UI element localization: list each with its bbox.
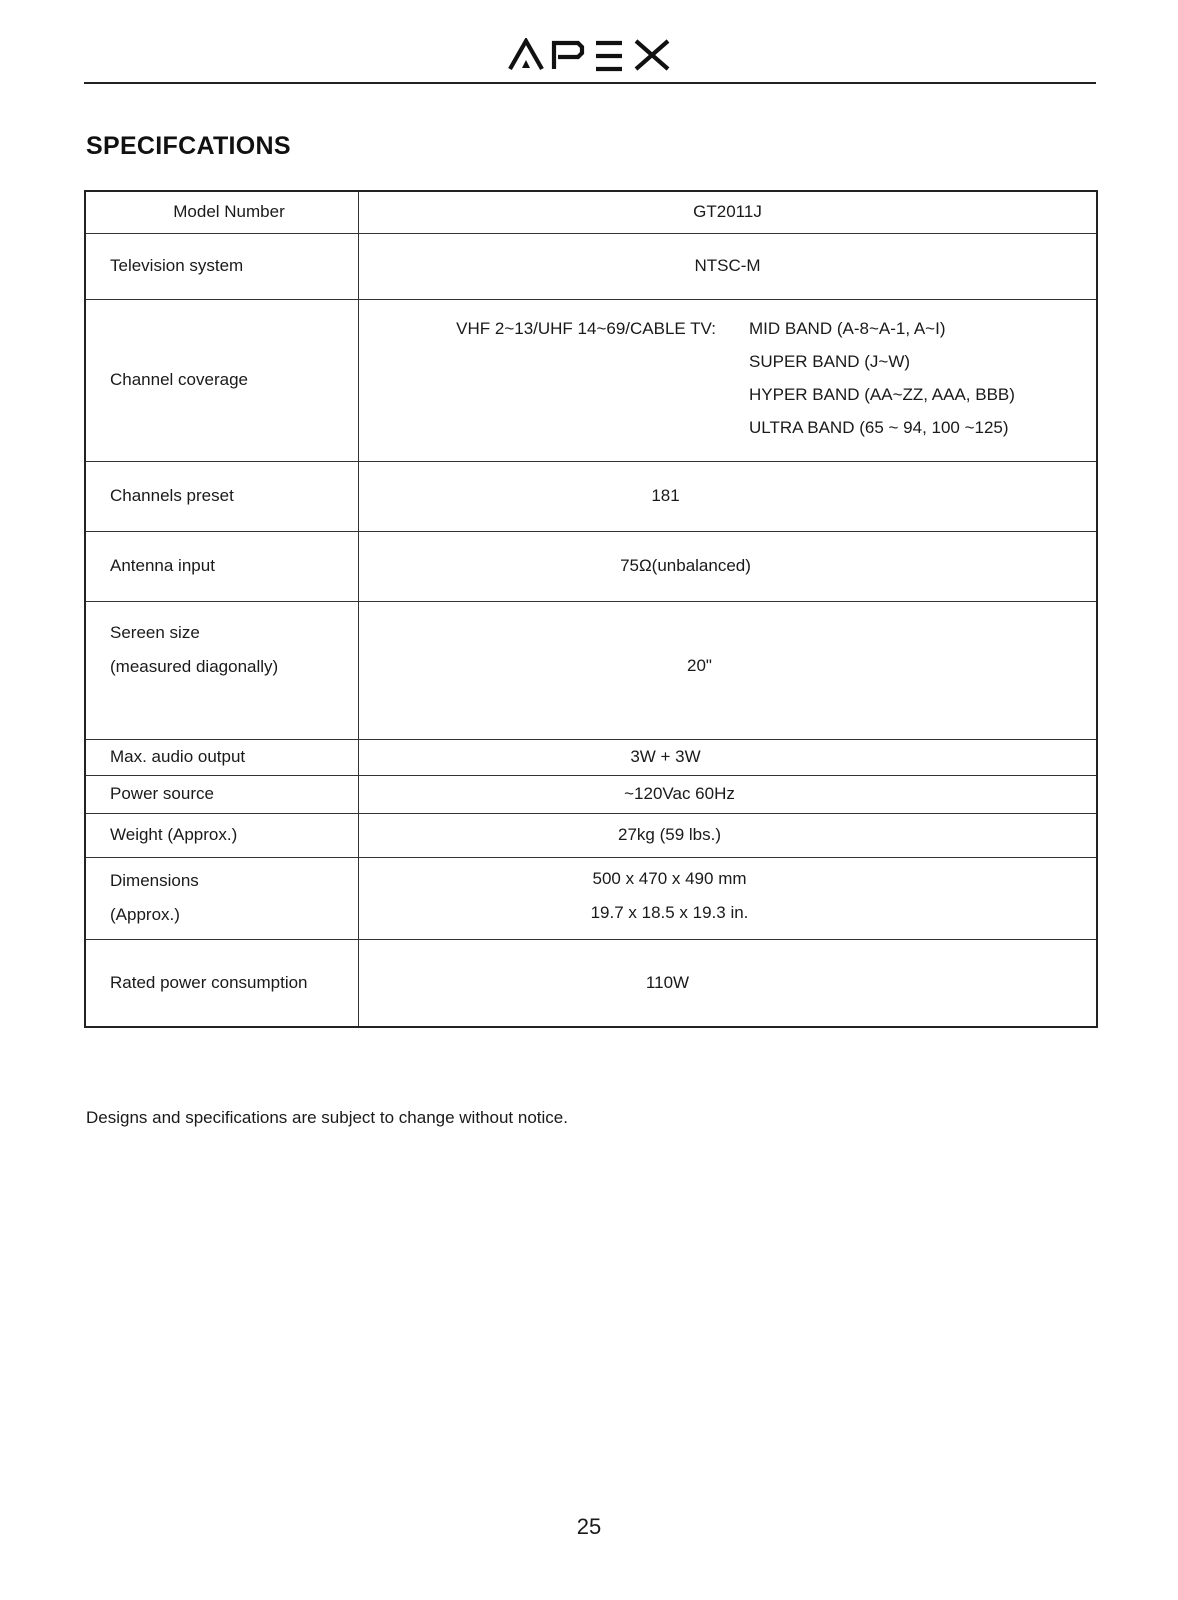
dimensions-metric: 500 x 470 x 490 mm [592, 868, 747, 888]
table-row [85, 299, 1097, 461]
spec-label-channel-coverage: Channel coverage [85, 299, 359, 461]
channel-band-list [749, 312, 1015, 444]
spec-label-television-system: Television system [85, 233, 359, 299]
spec-label-rated-power: Rated power consumption [85, 939, 359, 1027]
band-ultra: ULTRA BAND (65 ~ 94, 100 ~125) [749, 418, 1009, 437]
dimensions-sublabel: (Approx.) [110, 905, 180, 924]
channel-band-block [359, 312, 1096, 448]
spec-label-screen-size [85, 601, 359, 739]
band-hyper: HYPER BAND (AA~ZZ, AAA, BBB) [749, 385, 1015, 404]
dimensions-imperial: 19.7 x 18.5 x 19.3 in. [590, 902, 749, 922]
antenna-input-text: 75Ω(unbalanced) [620, 556, 751, 575]
spec-label-max-audio-output: Max. audio output [85, 739, 359, 775]
power-source-text: ~120Vac 60Hz [624, 784, 735, 803]
screen-size-sublabel: (measured diagonally) [110, 656, 279, 676]
screen-size-label: Sereen size [110, 622, 200, 642]
table-row [85, 739, 1097, 775]
spec-label-power-source: Power source [85, 775, 359, 813]
max-audio-output-text: 3W + 3W [630, 747, 701, 766]
channels-preset-text: 181 [651, 486, 680, 505]
band-mid: MID BAND (A-8~A-1, A~I) [749, 319, 946, 338]
page-header [84, 30, 1096, 84]
spec-value-power-source [359, 775, 1098, 813]
footnote: Designs and specifications are subject to change without notice. [86, 1108, 568, 1127]
table-row [85, 775, 1097, 813]
spec-value-screen-size [359, 601, 1098, 739]
table-row [85, 233, 1097, 299]
band-super: SUPER BAND (J~W) [749, 352, 911, 371]
spec-value-rated-power [359, 939, 1098, 1027]
table-row [85, 191, 1097, 233]
table-row [85, 601, 1097, 739]
spec-label-antenna-input: Antenna input [85, 531, 359, 601]
screen-size-text: 20" [687, 655, 712, 675]
weight-text: 27kg (59 lbs.) [618, 825, 721, 844]
spec-value-model-number: GT2011J [359, 191, 1098, 233]
spec-value-max-audio-output [359, 739, 1098, 775]
specifications-table [84, 190, 1098, 1028]
spec-value-dimensions [359, 857, 1098, 939]
spec-value-television-system: NTSC-M [359, 233, 1098, 299]
spec-label-channels-preset: Channels preset [85, 461, 359, 531]
spec-value-antenna-input [359, 531, 1098, 601]
table-row [85, 857, 1097, 939]
page-number: 25 [576, 1514, 602, 1539]
spec-value-weight [359, 813, 1098, 857]
spec-value-channels-preset [359, 461, 1098, 531]
table-row [85, 531, 1097, 601]
spec-label-model-number: Model Number [85, 191, 359, 233]
dimensions-label: Dimensions [110, 871, 199, 890]
channel-coverage-lead: VHF 2~13/UHF 14~69/CABLE TV: [456, 319, 716, 338]
table-row [85, 461, 1097, 531]
spec-label-weight: Weight (Approx.) [85, 813, 359, 857]
rated-power-text: 110W [645, 972, 690, 992]
table-row [85, 813, 1097, 857]
apex-logo [508, 38, 672, 72]
apex-logo-mark [508, 38, 672, 72]
table-row [85, 939, 1097, 1027]
spec-value-channel-coverage [359, 299, 1098, 461]
page-title: SPECIFCATIONS [86, 132, 291, 160]
